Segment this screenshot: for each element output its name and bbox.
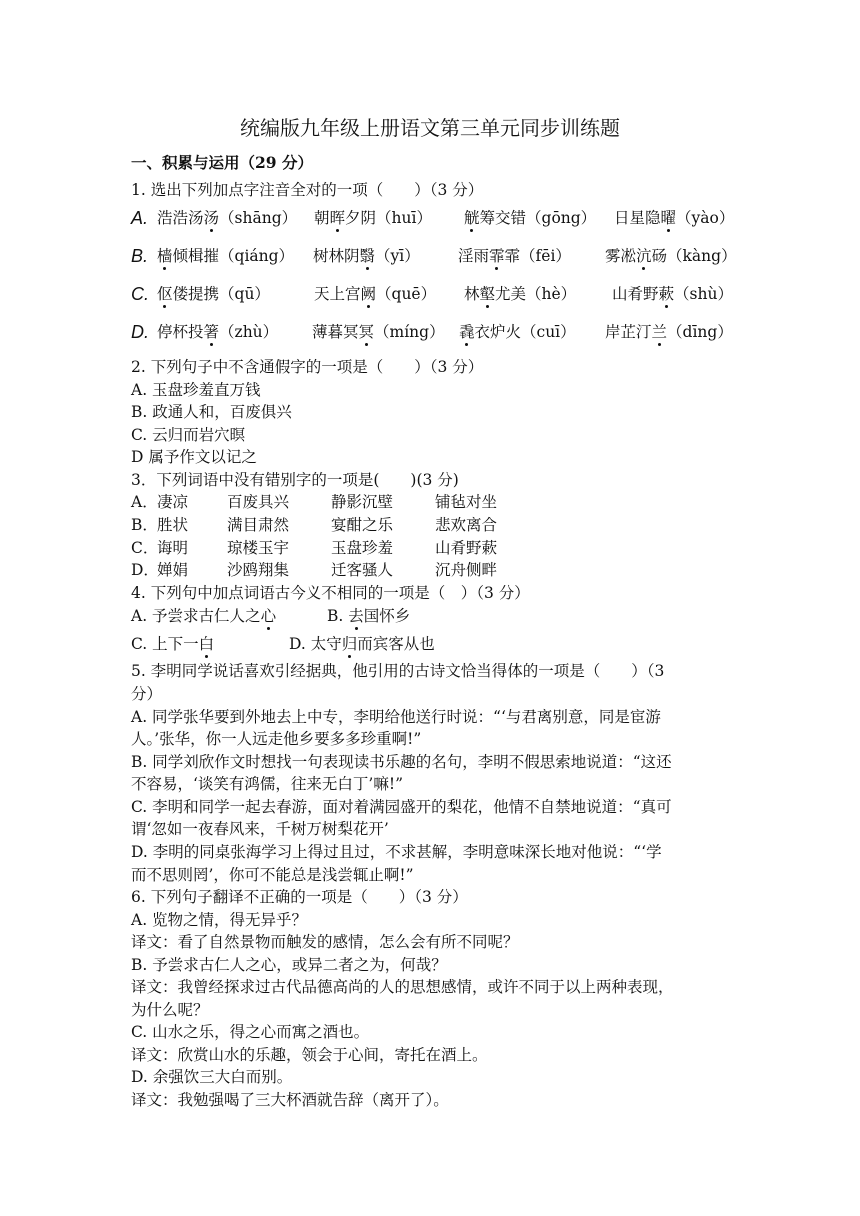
q5-option-b: B. 同学刘欣作文时想找一句表现读书乐趣的名句，李明不假思索地说道：“这还 [131,753,672,771]
q4-stem: 4. 下列句中加点词语古今义不相同的一项是（ ）（3 分） [131,584,530,602]
q6-option-c-translation: 译文：欣赏山水的乐趣，领会于心间，寄托在酒上。 [131,1046,488,1064]
q1-stem: 1. 选出下列加点字注音全对的一项（ ）（3 分） [131,181,484,199]
q1c-item-3: 林壑尤美（hè） [464,285,577,303]
q6-option-b-translation: 译文：我曾经探求过古代品德高尚的人的思想感情，或许不同于以上两种表现， [131,978,674,996]
q1c-item-4: 山肴野蔌（shù） [612,285,733,303]
q6-option-b-translation-cont: 为什么呢？ [131,1001,209,1019]
q1a-item-3: 觥筹交错（gōng） [464,209,597,227]
q5-option-d: D. 李明的同桌张海学习上得过且过，不求甚解，李明意味深长地对他说：“‘学 [131,843,662,861]
q6-option-d: D. 余强饮三大白而别。 [131,1068,293,1086]
q2-option-c: C. 云归而岩穴暝 [131,426,246,444]
q5-option-b-cont: 不容易，‘谈笑有鸿儒，往来无白丁’嘛!” [131,775,404,793]
q5-option-d-cont: 而不思则罔’，你可不能总是浅尝辄止啊!” [131,866,414,884]
option-label: C. [131,284,149,304]
q5-option-a: A. 同学张华要到外地去上中专，李明给他送行时说：“‘与君离别意，同是宦游 [131,708,661,726]
q2-option-a: A. 玉盘珍羞直万钱 [131,381,261,399]
q1b-item-1: 樯倾楫摧（qiáng） [157,247,295,265]
q5-option-c-cont: 谓‘忽如一夜春风来，千树万树梨花开’ [131,820,389,838]
option-label: B. [131,246,149,266]
q2-option-d: D 属予作文以记之 [131,448,257,466]
q4-option-b: B. 去国怀乡 [327,607,411,625]
document-page: 统编版九年级上册语文第三单元同步训练题 一、积累与运用（29 分） 1. 选出下列加点字注音全对的一项（ ）（3 分） A. 浩浩汤汤（shāng） 朝晖夕阴（huī） 觥筹交错（gōng） 日星隐曜（yào） B. 樯倾楫摧（qiáng） 树林阴翳（yī） 淫雨霏霏（fēi） 雾凇沆砀（kàng） C. 伛偻提携（qū） 天上宫阙（quē） 林壑尤美（hè） 山肴野蔌（shù） D. 停杯投箸（zhù） 薄暮冥冥（míng） 毳衣炉火（cuī） 岸芷汀兰（dīng） 2. 下列句子中不含通假字的一项是（ ）（3 分） A. 玉盘珍羞直万钱 B. 政通人和，百废俱兴 C. 云归而岩穴暝 D 属予作文以记之 3．下列词语中没有错别字的一项是( )(3 分) A． 凄凉 百废具兴 静影沉壁 铺毡对坐 B． 胜状 满目肃然 宴酣之乐 悲欢离合 C． 诲明 琼楼玉宇 玉盘珍羞 山肴野蔌 D． 婵娟 沙鸥翔集 迁客骚人 沉舟侧畔 4. 下列句中加点词语古今义不相同的一项是（ ）（3 分） A. 予尝求古仁人之心 B. 去国怀乡 C. 上下一白 D. 太守归而宾客从也 5. 李明同学说话喜欢引经据典，他引用的古诗文恰当得体的一项是（ ）（3 分） A. 同学张华要到外地去上中专，李明给他送行时说：“‘与君离别意，同是宦游 人。’张华，你一人远走他乡要多多珍重啊!” B. 同学刘欣作文时想找一句表现读书乐趣的名句，李明不假思索地说道：“这还 不容易，‘谈笑有鸿儒，往来无白丁’嘛!” C. 李明和同学一起去春游，面对着满园盛开的梨花，他情不自禁地说道：“真可 谓‘忽如一夜春风来，千树万树梨花开’ D. 李明的同桌张海学习上得过且过，不求甚解，李明意味深长地对他说：“‘学 而不思则罔’，你可不能总是浅尝辄止啊!” 6. 下列句子翻译不正确的一项是（ ）（3 分） A. 览物之情，得无异乎？ 译文：看了自然景物而触发的感情，怎么会有所不同呢？ B. 予尝求古仁人之心，或异二者之为，何哉？ 译文：我曾经探求过古代品德高尚的人的思想感情，或许不同于以上两种表现， 为什么呢？ C. 山水之乐，得之心而寓之酒也。 译文：欣赏山水的乐趣，领会于心间，寄托在酒上。 D. 余强饮三大白而别。 译文：我勉强喝了三大杯酒就告辞（离开了）。 [0,0,860,1216]
q6-option-c: C. 山水之乐，得之心而寓之酒也。 [131,1023,370,1041]
q4-option-c: C. 上下一白 [131,635,215,653]
q1b-item-3: 淫雨霏霏（fēi） [458,247,571,265]
q1d-item-3: 毳衣炉火（cuī） [459,323,576,341]
option-label: A. [131,208,149,228]
page-title: 统编版九年级上册语文第三单元同步训练题 [240,116,620,140]
q4-option-a: A. 予尝求古仁人之心 [131,607,277,625]
q1b-item-4: 雾凇沆砀（kàng） [605,247,737,265]
q1a-item-1: 浩浩汤汤（shāng） [157,209,298,227]
q2-stem: 2. 下列句子中不含通假字的一项是（ ）（3 分） [131,358,484,376]
q1c-item-1: 伛偻提携（qū） [157,285,270,303]
option-label: D. [131,322,149,342]
q5-stem: 5. 李明同学说话喜欢引经据典，他引用的古诗文恰当得体的一项是（ ）（3 [131,662,665,680]
q1d-item-4: 岸芷汀兰（dīng） [605,323,733,341]
q6-option-b: B. 予尝求古仁人之心，或异二者之为，何哉？ [131,956,447,974]
q1b-item-2: 树林阴翳（yī） [313,247,420,265]
q5-option-c: C. 李明和同学一起去春游，面对着满园盛开的梨花，他情不自禁地说道：“真可 [131,798,672,816]
q3-stem: 3．下列词语中没有错别字的一项是( )(3 分) [131,471,459,489]
q1d-item-1: 停杯投箸（zhù） [157,323,279,341]
q6-option-d-translation: 译文：我勉强喝了三大杯酒就告辞（离开了）。 [131,1091,449,1109]
q5-option-a-cont: 人。’张华，你一人远走他乡要多多珍重啊!” [131,730,422,748]
q4-option-d: D. 太守归而宾客从也 [289,635,435,653]
section-heading: 一、积累与运用（29 分） [131,153,313,172]
q1a-item-4: 日星隐曜（yào） [614,209,735,227]
q1d-item-2: 薄暮冥冥（míng） [312,323,445,341]
q6-option-a: A. 览物之情，得无异乎？ [131,911,308,929]
q5-stem-cont: 分） [131,685,163,703]
q1a-item-2: 朝晖夕阴（huī） [314,209,432,227]
q2-option-b: B. 政通人和，百废俱兴 [131,403,292,421]
q6-stem: 6. 下列句子翻译不正确的一项是（ ）（3 分） [131,888,468,906]
q1c-item-2: 天上宫阙（quē） [314,285,437,303]
q6-option-a-translation: 译文：看了自然景物而触发的感情，怎么会有所不同呢？ [131,933,519,951]
